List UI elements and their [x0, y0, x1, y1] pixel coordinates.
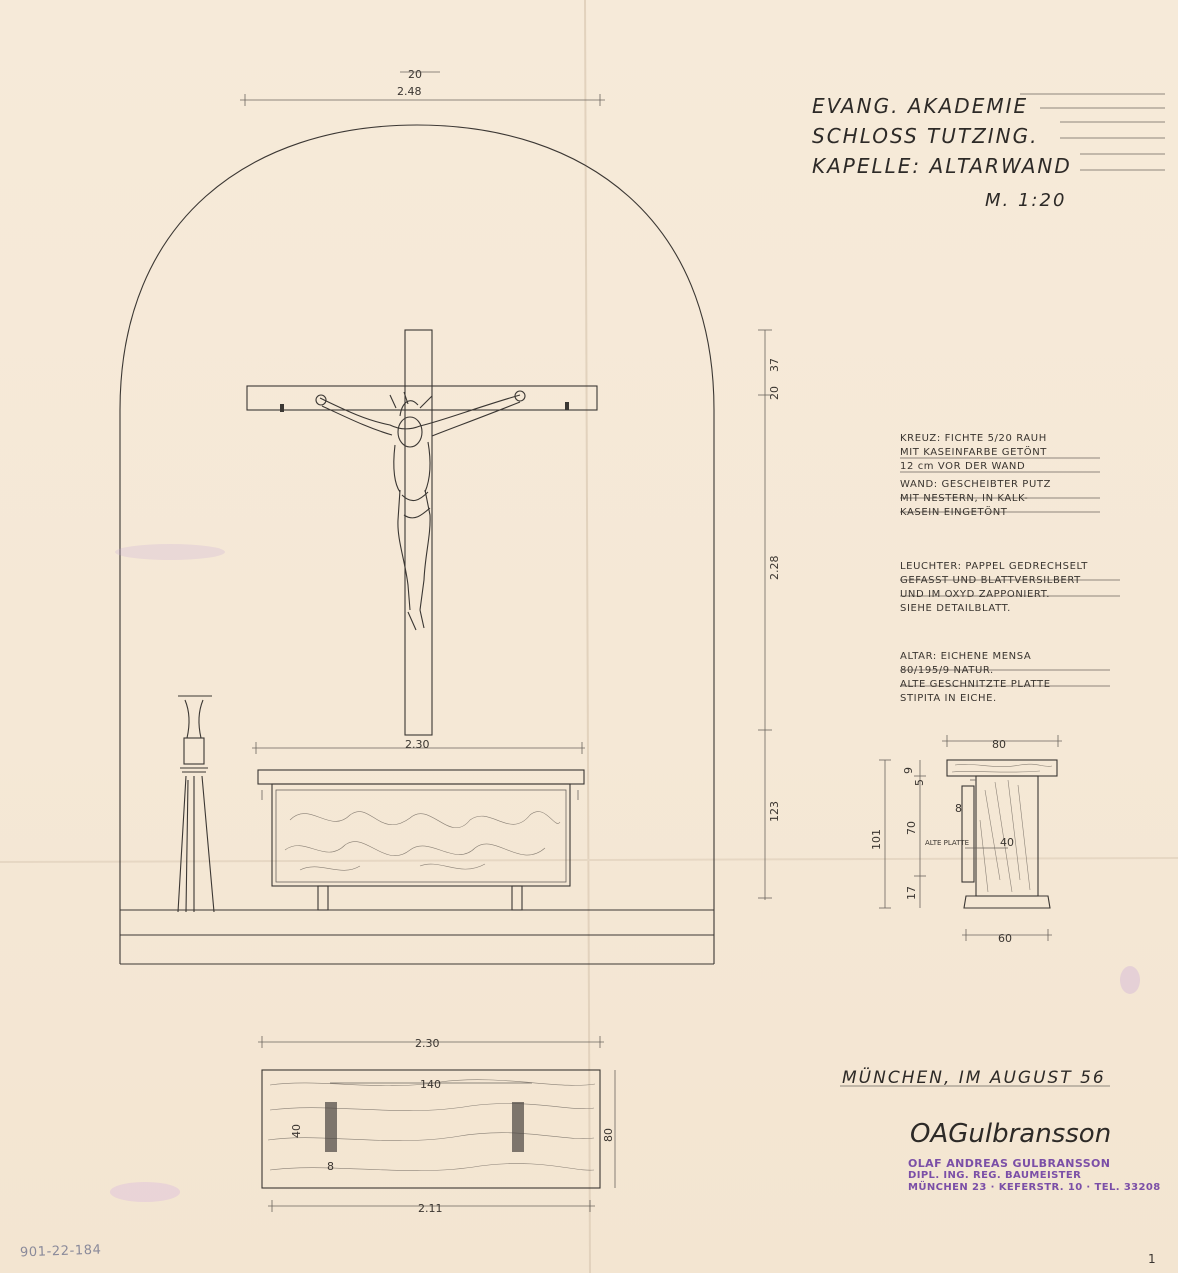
note-line: ALTAR: EICHENE MENSA	[900, 651, 1032, 662]
note-altar	[900, 650, 1051, 706]
note-line: LEUCHTER: PAPPEL GEDRECHSELT	[900, 561, 1088, 572]
stamp-line: OLAF ANDREAS GULBRANSSON	[908, 1157, 1111, 1170]
dim-altar-height: 123	[768, 801, 781, 822]
cross-vertical-beam	[405, 330, 432, 735]
dim-altar-width: 2.30	[405, 738, 430, 751]
note-wall	[900, 478, 1051, 520]
note-line: MIT NESTERN, IN KALK-	[900, 493, 1029, 504]
paper-stain	[110, 1182, 180, 1202]
dim-section-mensa: 9	[902, 767, 915, 774]
note-line: UND IM OXYD ZAPPONIERT.	[900, 589, 1050, 600]
dim-plan-bottom: 2.11	[418, 1202, 443, 1215]
dim-section-inner: 70	[905, 821, 918, 835]
paper-stain	[1120, 966, 1140, 994]
dim-section-depth: 40	[1000, 836, 1014, 849]
dim-plan-width: 2.30	[415, 1037, 440, 1050]
dim-plan-depth: 80	[602, 1128, 615, 1142]
dim-section-plate: 8	[955, 802, 962, 815]
note-line: MIT KASEINFARBE GETÖNT	[900, 447, 1047, 458]
altar-section	[879, 735, 1062, 941]
dim-section-base: 17	[905, 886, 918, 900]
dim-plan-leg-width: 8	[327, 1160, 334, 1173]
note-line: KREUZ: FICHTE 5/20 RAUH	[900, 433, 1047, 444]
dim-cross-beam: 20	[768, 386, 781, 400]
note-line: STIPITA IN EICHE.	[900, 693, 997, 704]
note-candlestick	[900, 560, 1088, 616]
dim-plan-leg: 40	[290, 1124, 303, 1138]
dim-section-top: 80	[992, 738, 1006, 751]
arch-niche	[120, 125, 714, 964]
architect-stamp	[908, 1158, 1161, 1194]
stamp-line: MÜNCHEN 23 · KEFERSTR. 10 · TEL. 33208	[908, 1182, 1161, 1193]
cross-nail	[280, 404, 284, 412]
title-line-3: KAPELLE: ALTARWAND	[812, 154, 1072, 178]
title-line-1: EVANG. AKADEMIE	[812, 94, 1029, 118]
note-line: 12 cm VOR DER WAND	[900, 461, 1026, 472]
dim-section-small: 5	[913, 779, 926, 786]
dim-section-height: 101	[870, 829, 883, 850]
stamp-line: DIPL. ING. REG. BAUMEISTER	[908, 1170, 1082, 1181]
drawing-scale: M. 1:20	[985, 190, 1067, 211]
archive-id: 901-22-184	[19, 1242, 102, 1261]
place-date: MÜNCHEN, IM AUGUST 56	[842, 1068, 1106, 1088]
corpus-figure	[316, 391, 525, 630]
dim-arch-small: 20	[408, 68, 422, 81]
note-line: GEFASST UND BLATTVERSILBERT	[900, 575, 1081, 586]
dim-arch-width: 2.48	[397, 85, 422, 98]
note-cross	[900, 432, 1047, 474]
title-line-2: SCHLOSS TUTZING.	[812, 124, 1039, 148]
dim-cross-top: 37	[768, 358, 781, 372]
cross-nail	[565, 402, 569, 410]
paper-fold	[585, 0, 590, 1273]
paper-stain	[115, 544, 225, 560]
dim-section-bottom: 60	[998, 932, 1012, 945]
note-line: SIEHE DETAILBLATT.	[900, 603, 1011, 614]
note-line: KASEIN EINGETÖNT	[900, 507, 1008, 518]
note-line: ALTE GESCHNITZTE PLATTE	[900, 679, 1051, 690]
note-line: WAND: GESCHEIBTER PUTZ	[900, 479, 1052, 490]
sheet-number: 1	[1148, 1252, 1157, 1266]
architect-signature: OAGulbransson	[910, 1119, 1112, 1149]
label-alte-platte: ALTE PLATTE	[925, 839, 970, 847]
dim-cross-height: 2.28	[768, 555, 781, 580]
altar-plan	[258, 1036, 615, 1212]
dim-plan-inner: 140	[420, 1078, 441, 1091]
note-line: 80/195/9 NATUR.	[900, 665, 994, 676]
altar-elevation	[252, 742, 585, 910]
candlestick	[178, 696, 214, 912]
